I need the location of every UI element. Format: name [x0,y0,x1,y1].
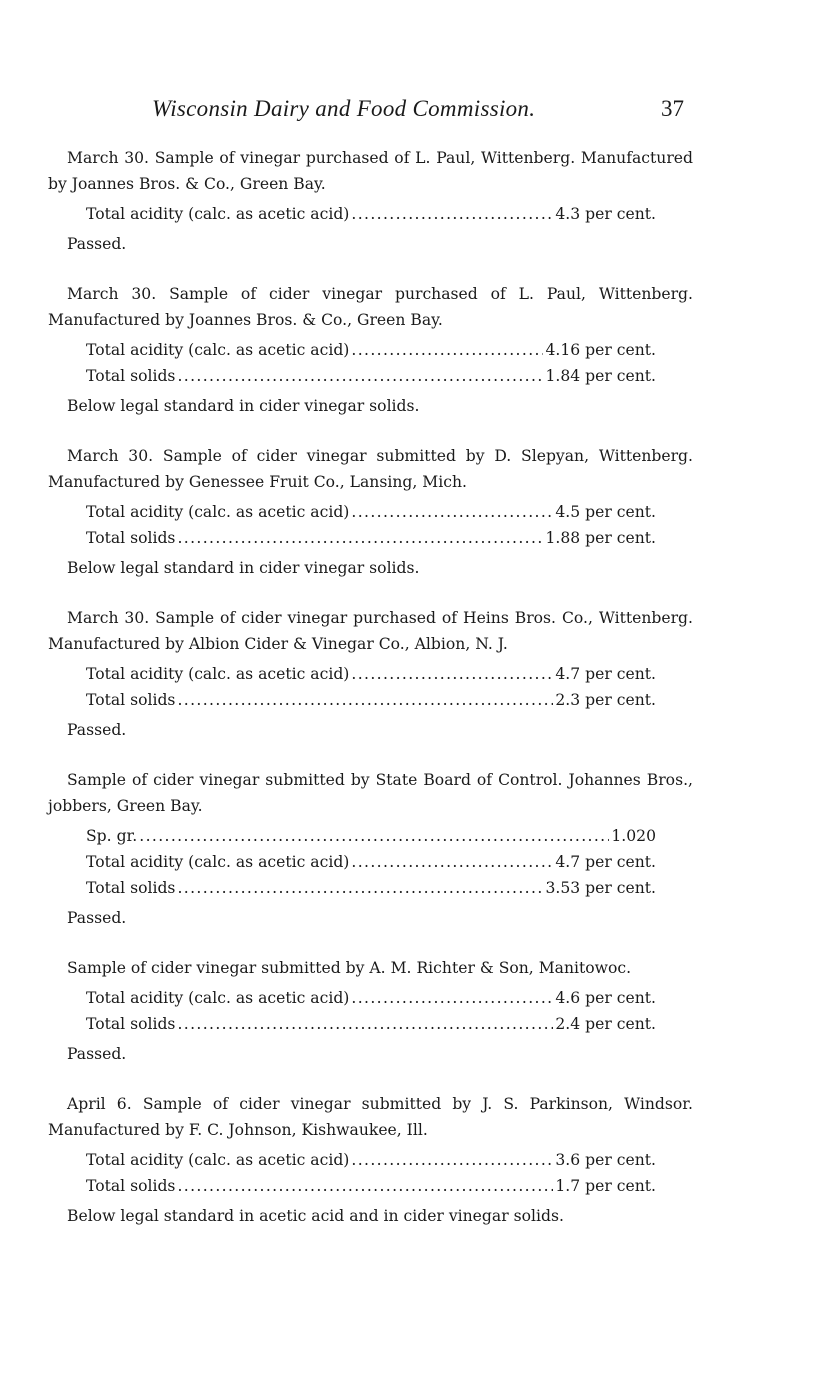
running-header [0,96,823,128]
sample-entries [48,145,693,1253]
sample-entry [48,767,693,931]
sample-entry [48,955,693,1067]
sample-entry [48,605,693,743]
measurement-label: Sp. gr. [86,827,138,845]
dot-leader [177,875,543,901]
measurement-label: Total solids [86,367,176,385]
measurement-row [86,1173,656,1199]
measurement-value: 3.6 per cent. [555,1151,656,1169]
measurement-label: Total acidity (calc. as acetic acid) [86,341,350,359]
measurement-row [86,849,656,875]
entry-verdict: Below legal standard in cider vinegar solids. [67,397,420,415]
sample-entry [48,281,693,419]
measurement-value: 4.7 per cent. [555,853,656,871]
measurement-value: 1.020 [611,827,656,845]
entry-description: Sample of cider vinegar submitted by A. M. Richter & Son, Manitowoc. [67,959,632,977]
measurement-value: 4.3 per cent. [555,205,656,223]
measurement-value: 4.16 per cent. [545,341,656,359]
measurement-value: 4.7 per cent. [555,665,656,683]
entry-verdict: Below legal standard in cider vinegar solids. [67,559,420,577]
running-title: Wisconsin Dairy and Food Commission. [152,96,536,121]
entry-verdict: Passed. [67,235,127,253]
measurement-value: 2.3 per cent. [555,691,656,709]
dot-leader [177,687,553,713]
dot-leader [177,1173,553,1199]
sample-entry [48,443,693,581]
entry-verdict: Passed. [67,909,127,927]
dot-leader [177,525,543,551]
measurement-label: Total solids [86,691,176,709]
dot-leader [351,499,553,525]
entry-description: March 30. Sample of cider vinegar purchased of L. Paul, Wittenberg. Manufactured by Joannes Bros. & Co., Green Bay. [48,285,693,329]
measurement-row [86,363,656,389]
sample-entry [48,145,693,257]
measurement-row [86,1147,656,1173]
sample-entry [48,1091,693,1229]
measurement-row [86,201,656,227]
dot-leader [351,201,553,227]
dot-leader [351,849,553,875]
measurement-label: Total solids [86,1015,176,1033]
entry-description: March 30. Sample of cider vinegar purchased of Heins Bros. Co., Wittenberg. Manufactured by Albion Cider & Vinegar Co., Albion, N. J. [48,609,693,653]
entry-verdict: Passed. [67,1045,127,1063]
entry-description: March 30. Sample of cider vinegar submitted by D. Slepyan, Wittenberg. Manufactured by Genessee Fruit Co., Lansing, Mich. [48,447,693,491]
measurement-row [86,875,656,901]
measurement-row [86,525,656,551]
measurement-label: Total acidity (calc. as acetic acid) [86,989,350,1007]
measurement-label: Total acidity (calc. as acetic acid) [86,503,350,521]
dot-leader [351,661,553,687]
dot-leader [139,823,609,849]
measurement-value: 1.7 per cent. [555,1177,656,1195]
dot-leader [177,1011,553,1037]
measurement-label: Total solids [86,529,176,547]
measurement-row [86,823,656,849]
measurement-row [86,337,656,363]
measurement-row [86,985,656,1011]
measurement-row [86,661,656,687]
dot-leader [177,363,543,389]
entry-verdict: Below legal standard in acetic acid and in cider vinegar solids. [67,1207,564,1225]
measurement-row [86,499,656,525]
measurement-value: 3.53 per cent. [545,879,656,897]
measurement-label: Total acidity (calc. as acetic acid) [86,1151,350,1169]
entry-description: March 30. Sample of vinegar purchased of L. Paul, Wittenberg. Manufactured by Joannes Bros. & Co., Green Bay. [48,149,693,193]
dot-leader [351,985,553,1011]
dot-leader [351,1147,553,1173]
measurement-value: 1.84 per cent. [545,367,656,385]
measurement-value: 4.6 per cent. [555,989,656,1007]
measurement-value: 4.5 per cent. [555,503,656,521]
measurement-row [86,1011,656,1037]
measurement-label: Total acidity (calc. as acetic acid) [86,665,350,683]
measurement-value: 1.88 per cent. [545,529,656,547]
page-number: 37 [661,96,684,121]
measurement-label: Total acidity (calc. as acetic acid) [86,205,350,223]
measurement-row [86,687,656,713]
measurement-value: 2.4 per cent. [555,1015,656,1033]
entry-verdict: Passed. [67,721,127,739]
measurement-label: Total solids [86,879,176,897]
measurement-label: Total solids [86,1177,176,1195]
entry-description: April 6. Sample of cider vinegar submitted by J. S. Parkinson, Windsor. Manufactured by F. C. Johnson, Kishwaukee, Ill. [48,1095,693,1139]
entry-description: Sample of cider vinegar submitted by State Board of Control. Johannes Bros., jobbers, Green Bay. [48,771,693,815]
measurement-label: Total acidity (calc. as acetic acid) [86,853,350,871]
dot-leader [351,337,543,363]
